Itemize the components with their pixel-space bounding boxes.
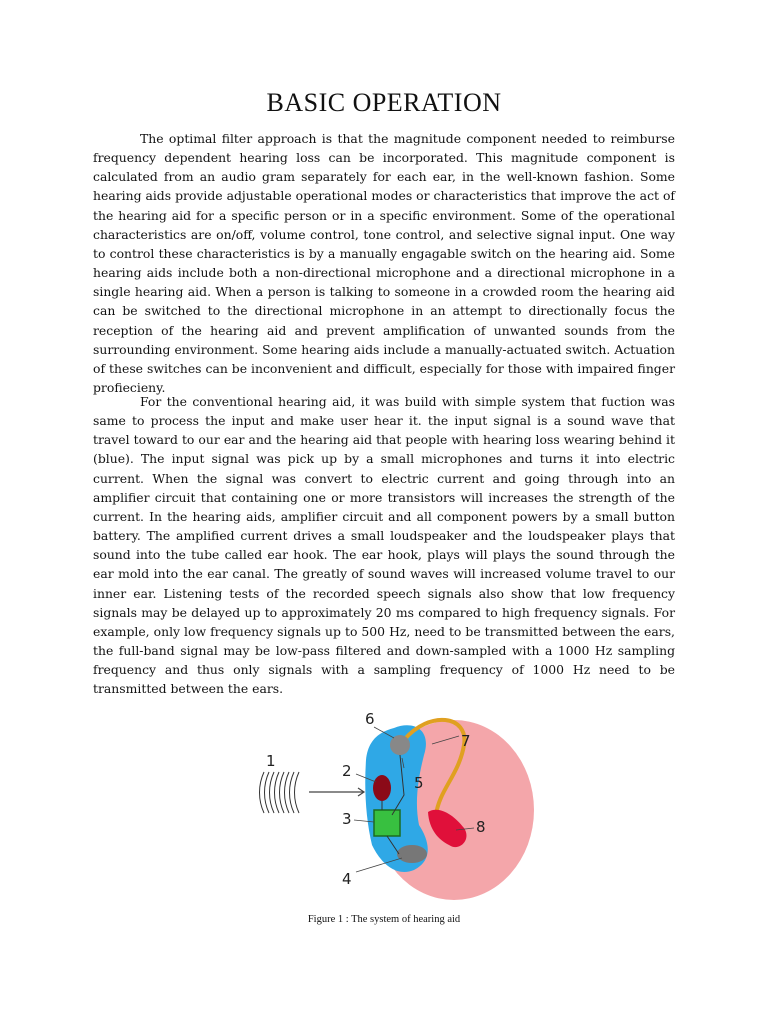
paragraph-2: For the conventional hearing aid, it was build with simple system that fuction was same to process the input and make user hear it. the input signal is a sound wave that travel toward to our ear and the hearing aid that people with hearing loss wearing behind it (blue). The input signal was pick up by a small microphones and turns it into electric current. When the signal was convert to electric current and going through into an amplifier circuit that containing one or more transistors will increases the strength of the current. In the hearing aids, amplifier circuit and all component powers by a small button battery. The amplified current drives a small loudspeaker and the loudspeaker plays that sound into the tube called ear hook. The ear hook, plays will plays the sound through the ear mold into the ear canal. The greatly of sound waves will increased volume travel to our inner ear. Listening tests of the recorded speech signals also show that low frequency signals may be delayed up to approximately 20 ms compared to high frequency signals. For example, only low frequency signals up to 500 Hz, need to be transmitted between the ears, the full-band signal may be low-pass filtered and down-sampled with a 1000 Hz sampling frequency and thus only signals with a sampling frequency of 1000 Hz need to be transmitted between the ears. [93, 394, 675, 697]
amplifier-circuit [374, 810, 400, 836]
page-title: BASIC OPERATION [266, 88, 502, 117]
figure-label-1: 1 [266, 752, 276, 770]
figure-label-7: 7 [461, 732, 471, 750]
figure-label-4: 4 [342, 870, 352, 888]
microphone [373, 775, 391, 801]
figure-label-6: 6 [365, 710, 375, 728]
receiver [397, 845, 427, 863]
volume-control [390, 735, 410, 755]
input-arrow [309, 788, 364, 796]
figure-caption: Figure 1 : The system of hearing aid [307, 914, 461, 925]
hearing-aid-figure [254, 700, 534, 900]
paragraph-1: The optimal filter approach is that the magnitude component needed to reimburse frequency dependent hearing loss can be incorporated. This magnitude component is calculated from an audio gram separately for each ear, in the well-known fashion. Some hearing aids provide adjustable operational modes or characteristics that improve the act of the hearing aid for a specific person or in a specific environment. Some of the operational characteristics are on/off, volume control, tone control, and selective signal input. One way to control these characteristics is by a manually engagable switch on the hearing aid. Some hearing aids include both a non-directional microphone and a directional microphone in a single hearing aid. When a person is talking to someone in a crowded room the hearing aid can be switched to the directional microphone in an attempt to directionally focus the reception of the hearing aid and prevent amplification of unwanted sounds from the surrounding environment. Some hearing aids include a manually-actuated switch. Actuation of these switches can be inconvenient and difficult, especially for those with impaired finger profiecieny. [93, 131, 675, 396]
figure-label-5: 5 [414, 774, 424, 792]
figure-label-8: 8 [476, 818, 486, 836]
figure-label-2: 2 [342, 762, 352, 780]
sound-waves [260, 772, 300, 813]
figure-label-3: 3 [342, 810, 352, 828]
